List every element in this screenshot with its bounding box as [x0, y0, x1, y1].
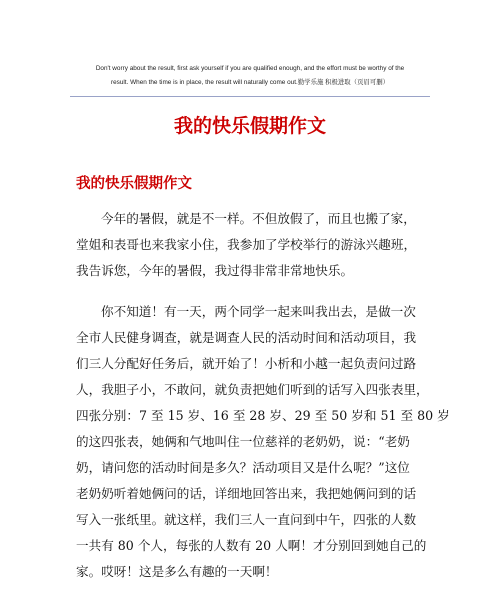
paragraph-line: 人，我胆子小，不敢问，就负责把她们听到的话写入四张表里，	[76, 382, 429, 397]
document-title: 我的快乐假期作文	[173, 115, 326, 137]
paragraph-line: 写入一张纸里。就这样，我们三人一直问到中午，四张的人数	[76, 512, 417, 527]
paragraph-line: 家。哎呀！这是多么有趣的一天啊！	[76, 564, 278, 579]
paragraph-line: 我告诉您，今年的暑假，我过得非常非常地快乐。	[76, 263, 354, 278]
paragraph-1	[76, 206, 426, 284]
header-line-1: Don't worry about the result, first ask yourself if you are qualified enough, and the effort must be worthy of the	[95, 65, 405, 72]
header-line-2: result. When the time is in place, the result will naturally come out.勤学乐施 积极进取（页眉可删）	[110, 79, 390, 86]
paragraph-line: 堂姐和表哥也来我家小住，我参加了学校举行的游泳兴趣班，	[76, 237, 417, 252]
page-header	[70, 62, 430, 90]
paragraph-line: 的这四张表，她俩和气地叫住一位慈祥的老奶奶，说：“老奶	[76, 434, 410, 449]
paragraph-line: 全市人民健身调查，就是调查人民的活动时间和活动项目，我	[76, 330, 417, 345]
header-divider	[70, 96, 430, 97]
paragraph-line: 今年的暑假，就是不一样。不但放假了，而且也搬了家，	[101, 211, 416, 226]
section-heading: 我的快乐假期作文	[76, 175, 192, 192]
paragraph-line: 奶，请问您的活动时间是多久？活动项目又是什么呢？”这位	[76, 460, 410, 475]
paragraph-2	[76, 299, 450, 585]
essay-body	[76, 206, 450, 600]
paragraph-line: 们三人分配好任务后，就开始了！小析和小越一起负责问过路	[76, 356, 417, 371]
paragraph-line: 四张分别：7 至 15 岁、16 至 28 岁、29 至 50 岁和 51 至 80 岁	[76, 408, 450, 423]
paragraph-line: 一共有 80 个人，每张的人数有 20 人啊！才分别回到她自己的	[76, 538, 427, 553]
paragraph-line: 你不知道！有一天，两个同学一起来叫我出去，是做一次	[101, 304, 416, 319]
paragraph-line: 老奶奶听着她俩问的话，详细地回答出来，我把她俩问到的话	[76, 486, 417, 501]
